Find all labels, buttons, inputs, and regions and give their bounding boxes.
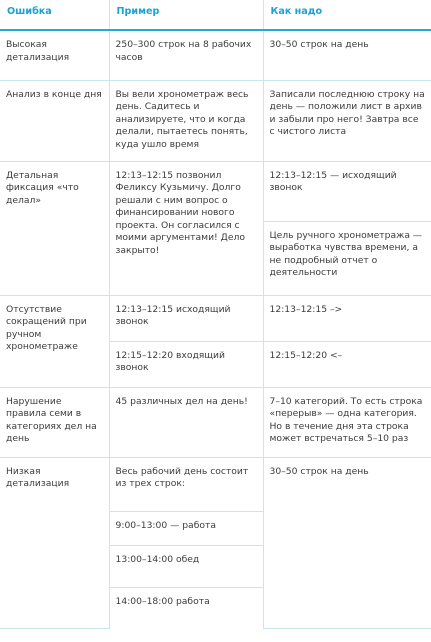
cell-error: Детальная фиксация «что делал» [0, 161, 109, 295]
cell-example: Вы вели хронометраж весь день. Садитесь и анализируете, что и когда делали, пытаетесь понять, куда ушло время [109, 80, 263, 161]
cell-error: Высокая детализация [0, 30, 109, 80]
cell-howto: Записали последнюю строку на день — положили лист в архив и забыли про него! Завтра все с чистого листа [263, 80, 431, 161]
cell-howto: 12:13–12:15 — исходящий звонок [263, 161, 431, 221]
cell-example: 14:00–18:00 работа [109, 587, 263, 628]
table-row [0, 80, 431, 161]
cell-example: 12:15–12:20 входящий звонок [109, 341, 263, 387]
table-row [0, 295, 431, 341]
cell-example: 13:00–14:00 обед [109, 545, 263, 587]
cell-howto: 30–50 строк на день [263, 457, 431, 628]
table-row [0, 457, 431, 511]
cell-howto: 12:13–12:15 –> [263, 295, 431, 341]
cell-example: 45 различных дел на день! [109, 387, 263, 457]
cell-example: 250–300 строк на 8 рабочих часов [109, 30, 263, 80]
cell-example: Весь рабочий день состоит из трех строк: [109, 457, 263, 511]
cell-howto: 12:15–12:20 <– [263, 341, 431, 387]
table-row [0, 387, 431, 457]
cell-example: 12:13–12:15 позвонил Феликсу Кузьмичу. Долго решали с ним вопрос о финансировании нового проекта. Он согласился с моими аргументами! Дело закрыто! [109, 161, 263, 295]
header-example: Пример [109, 0, 263, 30]
table-header-row [0, 0, 431, 30]
cell-error: Низкая детализация [0, 457, 109, 628]
cell-example: 12:13–12:15 исходящий звонок [109, 295, 263, 341]
cell-howto: Цель ручного хронометража — выработка чувства времени, а не подробный отчет о деятельности [263, 221, 431, 295]
header-howto: Как надо [263, 0, 431, 30]
table-row [0, 30, 431, 80]
cell-howto: 30–50 строк на день [263, 30, 431, 80]
cell-error: Отсутствие сокращений при ручном хронометраже [0, 295, 109, 387]
header-error: Ошибка [0, 0, 109, 30]
cell-error: Анализ в конце дня [0, 80, 109, 161]
table-row [0, 161, 431, 221]
cell-error: Нарушение правила семи в категориях дел на день [0, 387, 109, 457]
cell-howto: 7–10 категорий. То есть строка «перерыв» — одна категория. Но в течение дня эта строка может встречаться 5–10 раз [263, 387, 431, 457]
cell-example: 9:00–13:00 — работа [109, 511, 263, 545]
